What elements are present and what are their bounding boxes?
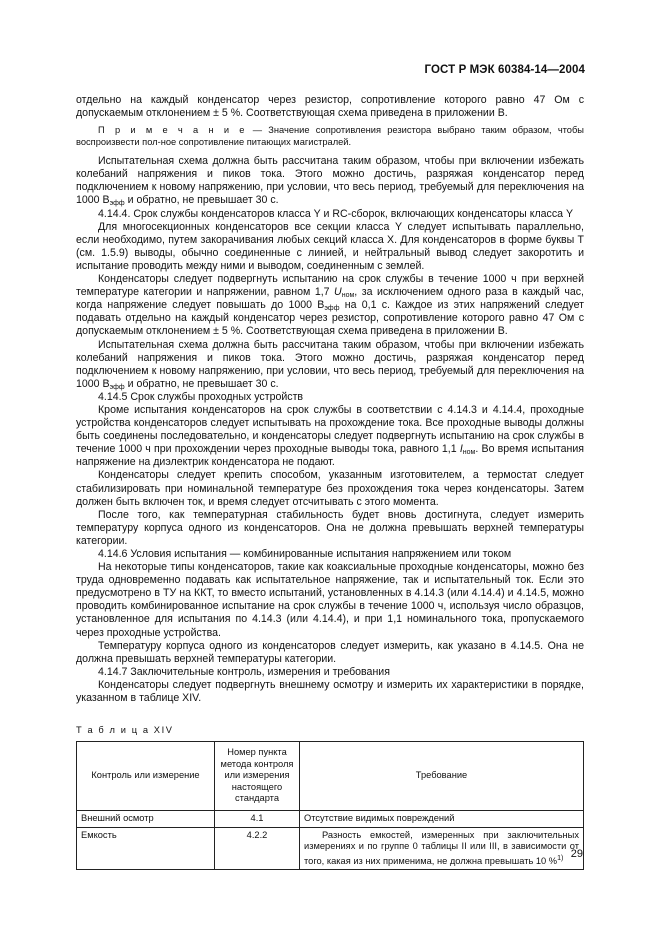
column-header: Номер пункта метода контроля или измерения настоящего стандарта [215, 742, 300, 811]
paragraph: Конденсаторы следует крепить способом, указанным изготовителем, а термостат следует стабилизировать при номинальной температуре без прохождения тока через конденсаторы. Затем должен быть включен ток, и время следует отсчитывать с этого момента. [76, 469, 584, 508]
table-cell: Внешний осмотр [77, 811, 215, 828]
table-row [77, 827, 584, 870]
requirements-table [76, 741, 584, 870]
column-header: Контроль или измерение [77, 742, 215, 811]
table-cell: Емкость [77, 827, 215, 870]
table-row [77, 811, 584, 828]
table-header-row [77, 742, 584, 811]
paragraph: отдельно на каждый конденсатор через резистор, сопротивление которого равно 47 Ом с допускаемым отклонением ± 5 %. Соответствующая схема приведена в приложении В. [76, 94, 584, 120]
section-heading-4-14-4: 4.14.4. Срок службы конденсаторов класса Y и RC-сборок, включающих конденсаторы класса Y [98, 207, 574, 220]
table-cell: 4.2.2 [215, 827, 300, 870]
paragraph: На некоторые типы конденсаторов, такие как коаксиальные проходные конденсаторы, можно без труда одновременно подавать как испытательное напряжение, так и испытательный ток. Если это предусмотрено в ТУ на ККТ, то вместо испытаний, установленных в 4.14.3 (или 4.14.4) и 4.14.5, можно проводить комбинированное испытание на срок службы в течение 1000 ч, используя число образцов, установленное для испытания по 4.14.3 (или 4.14.4), и при 1,1 номинального тока, пропускаемого через проходные устройства. [76, 561, 584, 639]
paragraph: После того, как температурная стабильность будет вновь достигнута, следует измерить температуру корпуса одного из конденсаторов. Она не должна превышать верхней температуры категории. [76, 508, 584, 547]
column-header: Требование [300, 742, 584, 811]
section-heading-4-14-6: 4.14.6 Условия испытания — комбинированные испытания напряжением или током [98, 548, 512, 560]
standard-header: ГОСТ Р МЭК 60384-14—2004 [424, 64, 585, 76]
paragraph: Для многосекционных конденсаторов все секции класса Y следует испытывать параллельно, если необходимо, путем закорачивания любых секций класса X. Для конденсаторов в форме буквы Т (см. 1.5.9) выводы, обычно соединенные с линией, и нейтральный вывод следует закоротить и испытание проводить между ними и выводом, соединенным с землей. [76, 220, 584, 272]
page-number: 29 [570, 848, 583, 860]
footnote-mark: 1) [557, 854, 564, 862]
page-content [76, 94, 584, 870]
section-heading-4-14-7: 4.14.7 Заключительные контроль, измерения и требования [98, 665, 390, 678]
paragraph: Испытательная схема должна быть рассчитана таким образом, чтобы при включении избежать колебаний напряжения и пиков тока. Этого можно достичь, разряжая конденсатор перед подключением к новому напряжению, при условии, что весь период, требуемый для переключения на 1000 $В_{эфф}$ и обратно, не превышает 30 с. [76, 155, 584, 208]
note [76, 124, 584, 148]
paragraph: Кроме испытания конденсаторов на срок службы в соответствии с 4.14.3 и 4.14.4, проходные устройства конденсаторов следует испытывать на прохождение тока. Все проходные выводы должны быть соединены последовательно, и конденсаторы следует подвергнуть испытанию на срок службы в течение 1000 ч при прохождении через проходные выводы тока, равного 1,1 $I_{ном}$. Во время испытания напряжение на диэлектрик конденсатора не подают. [76, 403, 584, 469]
table-cell: Разность емкостей, измеренных при заключительных измерениях и по группе 0 таблицы II или III, в зависимости от того, какая из них применима, не должна превышать 10 %$^{1)}$ [300, 827, 584, 870]
table-cell: 4.1 [215, 811, 300, 828]
paragraph: Конденсаторы следует подвергнуть испытанию на срок службы в течение 1000 ч при верхней температуре категории и напряжении, равном 1,7 $U_{ном}$, за исключением одного раза в каждый час, когда напряжение следует повышать до 1000 $В_{эфф}$ на 0,1 с. Каждое из этих напряжений следует подавать отдельно на каждый конденсатор через резистор, сопротивление которого равно 47 Ом с допускаемым отклонением ± 5 %. Соответствующая схема приведена в приложении В. [76, 273, 584, 338]
paragraph: Конденсаторы следует подвергнуть внешнему осмотру и измерить их характеристики в порядке, указанном в таблице XIV. [76, 678, 584, 705]
table-caption: Т а б л и ц а XIV [76, 725, 174, 736]
note-label: П р и м е ч а н и е [98, 125, 247, 136]
table-cell: Отсутствие видимых повреждений [300, 811, 584, 828]
note-text: — Значение сопротивления резистора выбрано таким образом, чтобы воспроизвести пол-ное сопротивление питающих магистралей. [76, 125, 584, 148]
paragraph: Температуру корпуса одного из конденсаторов следует измерить, как указано в 4.14.5. Она не должна превышать верхней температуры категории. [76, 639, 584, 665]
paragraph: Испытательная схема должна быть рассчитана таким образом, чтобы при включении избежать колебаний напряжения и пиков тока. Этого можно достичь, разряжая конденсатор перед подключением к новому напряжению, при условии, что весь период, требуемый для переключения на 1000 $В_{эфф}$ и обратно, не превышает 30 с. [76, 338, 584, 391]
section-heading-4-14-5: 4.14.5 Срок службы проходных устройств [98, 390, 304, 403]
